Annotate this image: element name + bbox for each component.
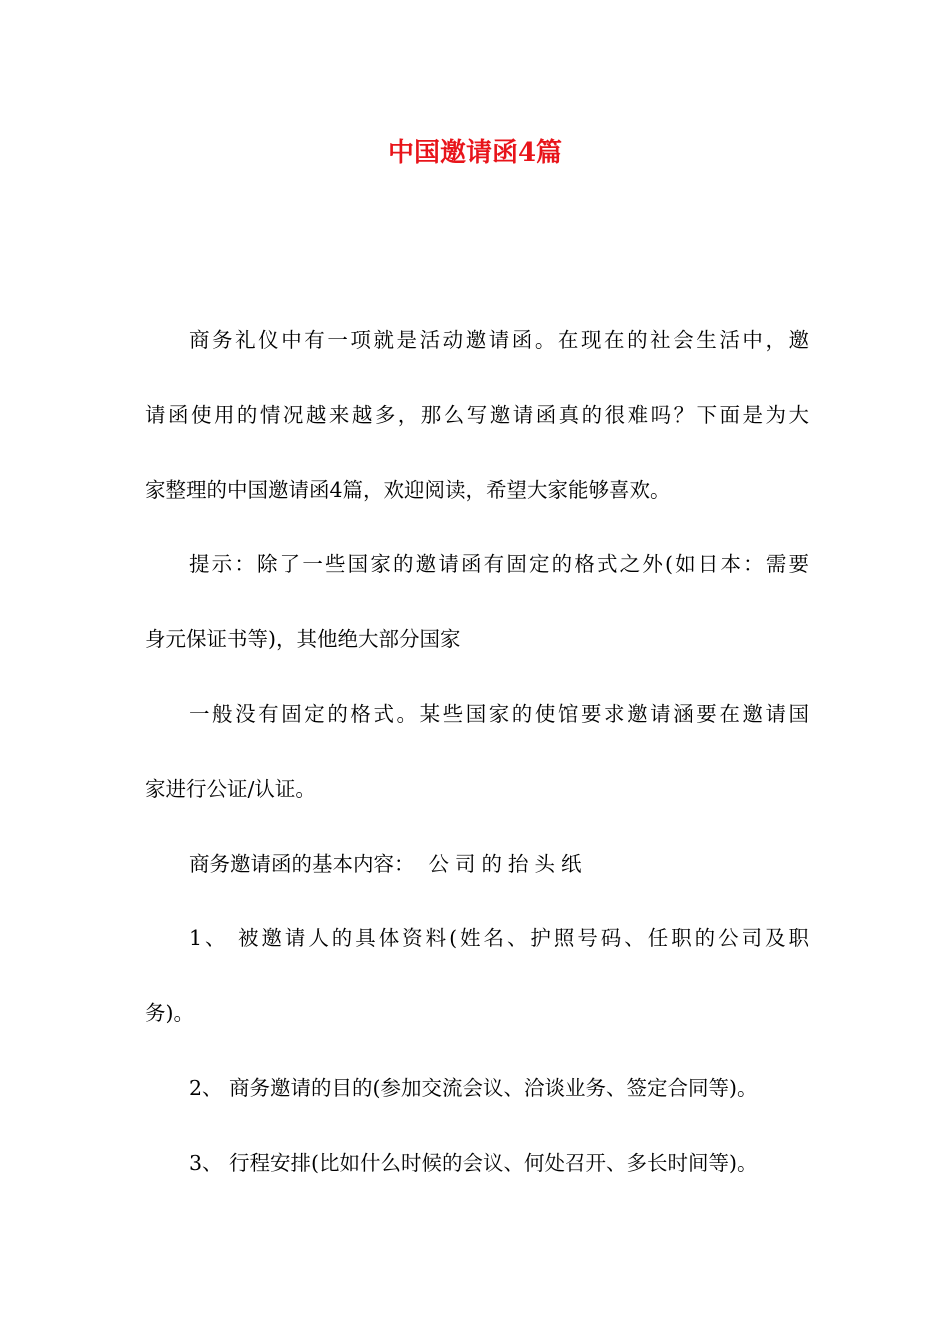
document-title: 中国邀请函4篇 <box>387 138 563 168</box>
content-heading: 商务邀请函的基本内容： <box>189 851 415 876</box>
paragraph-line: 家整理的中国邀请函4篇，欢迎阅读，希望大家能够喜欢。 <box>145 477 671 502</box>
list-item: 1、 被邀请人的具体资料(姓名、护照号码、任职的公司及职 <box>189 926 809 951</box>
paragraph-line: 商务礼仪中有一项就是活动邀请函。在现在的社会生活中，邀 <box>189 328 809 352</box>
letterhead-label: 公司的抬头纸 <box>428 851 588 876</box>
list-item-continuation: 务)。 <box>145 1001 194 1026</box>
paragraph-line: 提示：除了一些国家的邀请函有固定的格式之外(如日本：需要 <box>189 552 809 577</box>
document-body <box>145 318 809 1216</box>
paragraph-line: 家进行公证/认证。 <box>145 776 316 801</box>
list-item: 3、 行程安排(比如什么时候的会议、何处召开、多长时间等)。 <box>189 1150 758 1175</box>
paragraph-line: 一般没有固定的格式。某些国家的使馆要求邀请涵要在邀请国 <box>189 701 809 726</box>
list-item: 2、 商务邀请的目的(参加交流会议、洽谈业务、签定合同等)。 <box>189 1075 758 1100</box>
paragraph-line: 请函使用的情况越来越多，那么写邀请函真的很难吗？下面是为大 <box>145 402 809 427</box>
paragraph-line: 身元保证书等)，其他绝大部分国家 <box>145 627 461 652</box>
content-heading-line <box>145 842 809 917</box>
